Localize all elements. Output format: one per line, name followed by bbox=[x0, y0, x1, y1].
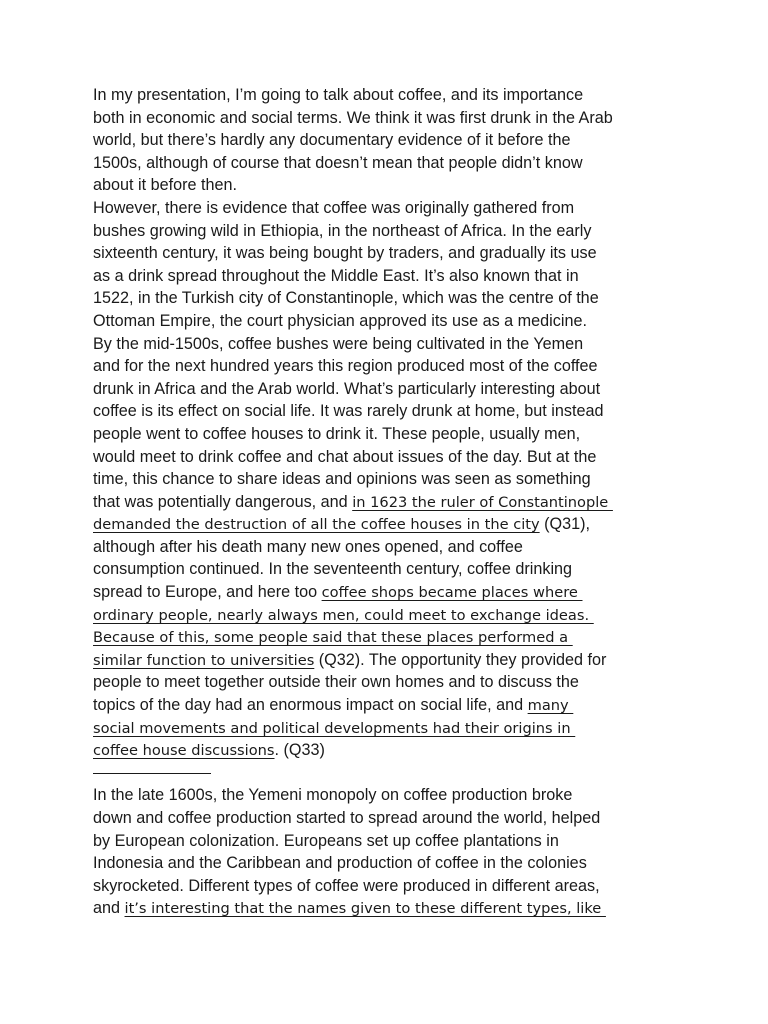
text-line bbox=[93, 378, 683, 401]
body-text: about it before then. bbox=[93, 176, 237, 195]
text-line bbox=[93, 333, 683, 356]
body-text: would meet to drink coffee and chat about issues of the day. But at the bbox=[93, 447, 597, 466]
body-text: sixteenth century, it was being bought by traders, and gradually its use bbox=[93, 244, 597, 263]
body-text: 1522, in the Turkish city of Constantinople, which was the centre of the bbox=[93, 289, 599, 308]
text-line bbox=[93, 536, 683, 559]
underlined-answer-text: coffee house discussions bbox=[93, 742, 275, 760]
underlined-answer-text: demanded the destruction of all the coffee houses in the city bbox=[93, 516, 540, 534]
body-text: spread to Europe, and here too bbox=[93, 583, 322, 602]
underlined-answer-text: Because of this, some people said that these places performed a bbox=[93, 629, 573, 647]
body-text: people to meet together outside their own homes and to discuss the bbox=[93, 673, 579, 692]
text-line bbox=[93, 604, 683, 627]
text-line bbox=[93, 400, 683, 423]
text-line bbox=[93, 875, 683, 898]
underlined-answer-text: in 1623 the ruler of Constantinople bbox=[352, 493, 613, 511]
document-page bbox=[93, 84, 683, 920]
text-line bbox=[93, 242, 683, 265]
body-text: coffee is its effect on social life. It was rarely drunk at home, but instead bbox=[93, 402, 604, 421]
body-text: that was potentially dangerous, and bbox=[93, 492, 353, 511]
underlined-answer-text: it’s interesting that the names given to these different types, like bbox=[124, 900, 606, 918]
body-text: world, but there’s hardly any documentary evidence of it before the bbox=[93, 131, 571, 150]
body-text: and for the next hundred years this region produced most of the coffee bbox=[93, 357, 598, 376]
text-line bbox=[93, 84, 683, 107]
text-line bbox=[93, 739, 683, 762]
body-text: both in economic and social terms. We think it was first drunk in the Arab bbox=[93, 108, 613, 127]
body-text: By the mid-1500s, coffee bushes were being cultivated in the Yemen bbox=[93, 334, 584, 353]
body-text: In my presentation, I’m going to talk about coffee, and its importance bbox=[93, 86, 584, 104]
text-line bbox=[93, 852, 683, 875]
text-line bbox=[93, 897, 683, 920]
body-text: down and coffee production started to spread around the world, helped bbox=[93, 809, 601, 827]
text-line bbox=[93, 265, 683, 288]
text-line bbox=[93, 129, 683, 152]
text-line bbox=[93, 491, 683, 514]
body-text: . (Q33) bbox=[274, 741, 325, 760]
text-line bbox=[93, 807, 683, 830]
body-text: time, this chance to share ideas and opinions was seen as something bbox=[93, 470, 591, 489]
body-text: people went to coffee houses to drink it. These people, usually men, bbox=[93, 424, 581, 443]
text-line bbox=[93, 197, 683, 220]
text-line bbox=[93, 581, 683, 604]
text-line bbox=[93, 310, 683, 333]
text-line bbox=[93, 355, 683, 378]
underlined-answer-text: social movements and political developments had their origins in bbox=[93, 719, 576, 737]
underlined-answer-text: coffee shops became places where bbox=[321, 584, 583, 602]
body-text: by European colonization. Europeans set up coffee plantations in bbox=[93, 831, 559, 850]
body-text: (Q31), bbox=[539, 515, 591, 534]
text-line bbox=[93, 671, 683, 694]
text-line bbox=[93, 468, 683, 491]
body-text: However, there is evidence that coffee was originally gathered from bbox=[93, 198, 575, 217]
text-line bbox=[93, 717, 683, 740]
text-line bbox=[93, 694, 683, 717]
text-line bbox=[93, 762, 683, 785]
text-line bbox=[93, 649, 683, 672]
underlined-answer-text: similar function to universities bbox=[93, 651, 315, 669]
text-line bbox=[93, 558, 683, 581]
text-line bbox=[93, 446, 683, 469]
body-text: In the late 1600s, the Yemeni monopoly on coffee production broke bbox=[93, 786, 573, 805]
text-line bbox=[93, 830, 683, 853]
text-line bbox=[93, 423, 683, 446]
body-text: consumption continued. In the seventeenth century, coffee drinking bbox=[93, 560, 573, 579]
text-line bbox=[93, 287, 683, 310]
body-text: skyrocketed. Different types of coffee were produced in different areas, bbox=[93, 876, 600, 895]
text-line bbox=[93, 626, 683, 649]
body-text: drunk in Africa and the Arab world. What’s particularly interesting about bbox=[93, 379, 601, 398]
body-text: as a drink spread throughout the Middle East. It’s also known that in bbox=[93, 266, 579, 285]
body-text: (Q32). The opportunity they provided for bbox=[314, 650, 607, 669]
text-line bbox=[93, 107, 683, 130]
body-text: although after his death many new ones opened, and coffee bbox=[93, 537, 523, 556]
body-text: and bbox=[93, 899, 125, 918]
text-line bbox=[93, 174, 683, 197]
body-text: Ottoman Empire, the court physician approved its use as a medicine. bbox=[93, 311, 587, 330]
body-text: bushes growing wild in Ethiopia, in the northeast of Africa. In the early bbox=[93, 221, 592, 240]
section-divider bbox=[93, 773, 211, 774]
underlined-answer-text: many bbox=[527, 697, 574, 715]
text-line bbox=[93, 220, 683, 243]
body-text: 1500s, although of course that doesn’t mean that people didn’t know bbox=[93, 153, 583, 172]
underlined-answer-text: ordinary people, nearly always men, could meet to exchange ideas. bbox=[93, 606, 594, 624]
text-line bbox=[93, 513, 683, 536]
body-text: topics of the day had an enormous impact on social life, and bbox=[93, 696, 528, 715]
body-text: Indonesia and the Caribbean and production of coffee in the colonies bbox=[93, 854, 587, 873]
text-line bbox=[93, 784, 683, 807]
text-line bbox=[93, 152, 683, 175]
